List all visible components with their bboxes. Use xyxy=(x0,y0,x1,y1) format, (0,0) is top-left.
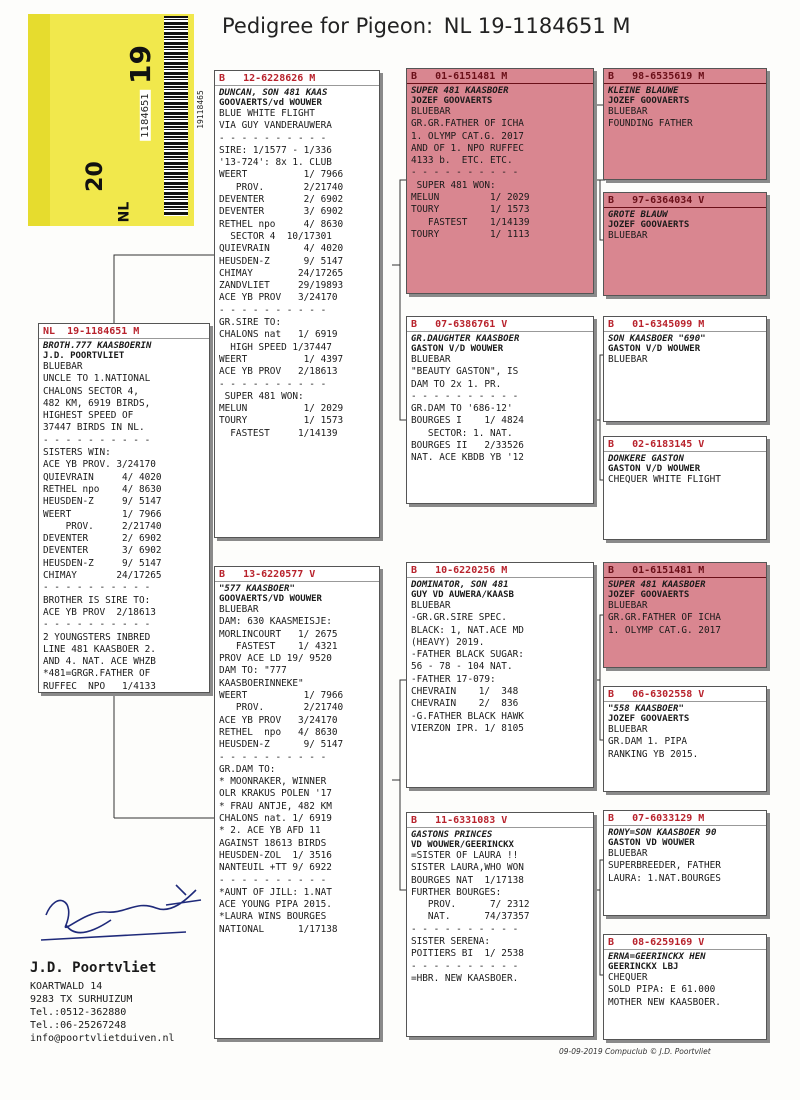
card-line: VIA GUY VANDERAUWERA xyxy=(219,120,332,132)
owner-email[interactable]: info@poortvlietduiven.nl xyxy=(30,1033,175,1044)
card-line: - - - - - - - - - - xyxy=(219,874,327,886)
card-line: VIERZON IPR. 1/ 8105 xyxy=(411,722,524,734)
card-ssd[interactable] xyxy=(603,192,767,296)
card-name: BROTH.777 KAASBOERIN xyxy=(43,341,152,351)
card-line: AND OF 1. NPO RUFFEC xyxy=(411,142,524,154)
card-name: ERNA=GEERINCKX HEN xyxy=(608,952,706,962)
card-line: PROV. 7/ 2312 xyxy=(411,899,530,911)
card-line: - - - - - - - - - - xyxy=(411,167,519,179)
card-line: CHEVRAIN 2/ 836 xyxy=(411,698,519,710)
card-main[interactable] xyxy=(38,323,210,693)
card-line: PROV. 2/21740 xyxy=(219,702,344,714)
card-line: RETHEL npo 4/ 8630 xyxy=(219,726,338,738)
card-line: 4133 b. ETC. ETC. xyxy=(411,155,513,167)
card-line: PROV ACE LD 19/ 9520 xyxy=(219,653,332,665)
owner-phone: Tel.:0512-362880 xyxy=(30,1007,127,1018)
card-line: ACE YB PROV 3/24170 xyxy=(219,714,338,726)
card-line: ACE YB PROV. 3/24170 xyxy=(43,459,156,471)
card-line: POITIERS BI 1/ 2538 xyxy=(411,948,524,960)
card-line: BLUEBAR xyxy=(608,600,648,611)
card-line: CHIMAY 24/17265 xyxy=(219,267,344,279)
card-dam-sire[interactable] xyxy=(406,562,594,788)
card-header: B 13-6220577 V xyxy=(215,567,379,582)
card-header: B 10-6220256 M xyxy=(407,563,593,578)
card-line: NANTEUIL +TT 9/ 6922 xyxy=(219,862,332,874)
card-dss[interactable] xyxy=(603,562,767,668)
card-breeder: JOZEF GOOVAERTS xyxy=(608,220,690,230)
card-breeder: GASTON VD WOUWER xyxy=(608,838,695,848)
card-line: GR.DAM TO: xyxy=(219,763,276,775)
card-line: NAT. ACE KBDB YB '12 xyxy=(411,452,524,464)
card-breeder: GASTON V/D WOUWER xyxy=(608,464,701,474)
card-line: - - - - - - - - - - xyxy=(219,304,327,316)
card-header: B 11-6331083 V xyxy=(407,813,593,828)
card-name: DONKERE GASTON xyxy=(608,454,684,464)
card-line: HIGH SPEED 1/37447 xyxy=(219,341,332,353)
card-line: MELUN 1/ 2029 xyxy=(219,403,344,415)
card-line: - - - - - - - - - - xyxy=(43,619,151,631)
card-line: BLUEBAR xyxy=(411,600,451,611)
card-name: SON KAASBOER "690" xyxy=(608,334,706,344)
card-line: * MOONRAKER, WINNER xyxy=(219,776,327,788)
card-line: MORLINCOURT 1/ 2675 xyxy=(219,628,338,640)
card-line: - - - - - - - - - - xyxy=(43,434,151,446)
card-line: 1. OLYMP CAT.G. 2017 xyxy=(608,624,721,636)
card-name: GASTONS PRINCES xyxy=(411,830,493,840)
card-name: SUPER 481 KAASBOER xyxy=(608,580,706,590)
card-header: B 07-6033129 M xyxy=(604,811,766,826)
card-line: NAT. 74/37357 xyxy=(411,911,530,923)
owner-address: KOARTWALD 14 xyxy=(30,981,103,992)
card-line: *481=GRGR.FATHER OF xyxy=(43,668,151,680)
card-line: SUPERBREEDER, FATHER xyxy=(608,860,721,872)
card-breeder: GOOVAERTS/VD WOUWER xyxy=(219,594,322,604)
card-line: BLUEBAR xyxy=(219,604,259,615)
card-line: LAURA: 1.NAT.BOURGES xyxy=(608,872,721,884)
card-line: SUPER 481 WON: xyxy=(411,179,496,191)
card-line: BLUEBAR xyxy=(411,106,451,117)
card-line: CHIMAY 24/17265 xyxy=(43,570,162,582)
card-lines xyxy=(215,108,379,440)
card-line: BROTHER IS SIRE TO: xyxy=(43,594,151,606)
card-lines xyxy=(604,474,766,486)
card-line: "BEAUTY GASTON", IS xyxy=(411,366,519,378)
card-line: TOURY 1/ 1573 xyxy=(411,204,530,216)
card-line: -FATHER BLACK SUGAR: xyxy=(411,649,524,661)
owner-block xyxy=(30,960,175,1045)
card-line: *AUNT OF JILL: 1.NAT xyxy=(219,886,332,898)
card-line: RANKING YB 2015. xyxy=(608,748,699,760)
card-header: B 97-6364034 V xyxy=(604,193,766,208)
card-line: WEERT 1/ 7966 xyxy=(219,169,344,181)
card-line: -FATHER 17-079: xyxy=(411,673,496,685)
barcode-number: 19118465 xyxy=(195,90,205,129)
card-sire-dam[interactable] xyxy=(406,316,594,504)
card-line: * FRAU ANTJE, 482 KM xyxy=(219,800,332,812)
card-lines xyxy=(407,600,593,735)
card-line: UNCLE TO 1.NATIONAL xyxy=(43,373,151,385)
card-line: CHEQUER WHITE FLIGHT xyxy=(608,474,721,485)
card-line: NATIONAL 1/17138 xyxy=(219,923,338,935)
footer-credit: 09-09-2019 Compuclub © J.D. Poortvliet xyxy=(559,1047,711,1056)
card-line: CHALONS nat. 1/ 6919 xyxy=(219,813,332,825)
title-id: NL 19-1184651 M xyxy=(443,14,631,38)
card-sdd[interactable] xyxy=(603,436,767,540)
card-name: DOMINATOR, SON 481 xyxy=(411,580,509,590)
card-line: GR.DAM TO '686-12' xyxy=(411,403,513,415)
card-sds[interactable] xyxy=(603,316,767,422)
card-line: DEVENTER 3/ 6902 xyxy=(219,206,344,218)
card-lines xyxy=(215,604,379,936)
card-line: DAM: 630 KAASMEISJE: xyxy=(219,616,332,628)
card-line: KAASBOERINNEKE" xyxy=(219,677,304,689)
card-line: RETHEL npo 4/ 8630 xyxy=(219,218,344,230)
card-lines xyxy=(39,361,209,693)
card-lines xyxy=(407,850,593,985)
card-header: B 01-6151481 M xyxy=(407,69,593,84)
card-line: FASTEST 1/14139 xyxy=(411,216,530,228)
card-breeder: GOOVAERTS/vd WOUWER xyxy=(219,98,322,108)
card-line: FASTEST 1/14139 xyxy=(219,427,338,439)
card-line: BLUEBAR xyxy=(608,724,648,735)
card-line: FASTEST 1/ 4321 xyxy=(219,640,338,652)
card-line: RETHEL npo 4/ 8630 xyxy=(43,483,162,495)
card-dam-dam[interactable] xyxy=(406,812,594,1037)
card-line: * 2. ACE YB AFD 11 xyxy=(219,825,321,837)
card-dsd[interactable] xyxy=(603,686,767,792)
card-line: BLUEBAR xyxy=(608,106,648,117)
card-lines xyxy=(604,848,766,885)
owner-mobile: Tel.:06-25267248 xyxy=(30,1020,127,1031)
card-lines xyxy=(604,106,766,131)
card-line: SECTOR: 1. NAT. xyxy=(411,427,513,439)
card-breeder: J.D. POORTVLIET xyxy=(43,351,125,361)
card-name: KLEINE BLAUWE xyxy=(608,86,679,96)
card-line: DAM TO 2x 1. PR. xyxy=(411,378,502,390)
card-line: -G.FATHER BLACK HAWK xyxy=(411,710,524,722)
card-breeder: JOZEF GOOVAERTS xyxy=(608,96,690,106)
card-breeder: GEERINCKX LBJ xyxy=(608,962,679,972)
card-line: FOUNDING FATHER xyxy=(608,118,693,130)
card-name: GROTE BLAUW xyxy=(608,210,668,220)
card-header: B 01-6345099 M xyxy=(604,317,766,332)
card-line: - - - - - - - - - - xyxy=(219,378,327,390)
card-line: CHALONS SECTOR 4, xyxy=(43,385,139,397)
card-name: SUPER 481 KAASBOER xyxy=(411,86,509,96)
card-header: B 07-6386761 V xyxy=(407,317,593,332)
ring-country: NL xyxy=(116,201,133,223)
card-lines xyxy=(604,354,766,366)
card-line: BLUE WHITE FLIGHT xyxy=(219,108,315,119)
card-line: SISTERS WIN: xyxy=(43,447,111,459)
signature-icon xyxy=(36,870,206,950)
card-dam[interactable] xyxy=(214,566,380,1039)
card-dds[interactable] xyxy=(603,810,767,916)
card-line: ZANDVLIET 29/19893 xyxy=(219,280,344,292)
card-line: AGAINST 18613 BIRDS xyxy=(219,837,327,849)
card-line: (HEAVY) 2019. xyxy=(411,636,485,648)
card-header: B 08-6259169 V xyxy=(604,935,766,950)
card-header: B 02-6183145 V xyxy=(604,437,766,452)
card-line: - - - - - - - - - - xyxy=(411,390,519,402)
card-line: =HBR. NEW KAASBOER. xyxy=(411,972,519,984)
card-line: BLUEBAR xyxy=(608,848,648,859)
card-line: GR.DAM 1. PIPA xyxy=(608,736,688,748)
owner-name: J.D. Poortvliet xyxy=(30,960,157,976)
card-ddd[interactable] xyxy=(603,934,767,1040)
card-line: CHALONS nat 1/ 6919 xyxy=(219,329,338,341)
card-line: HIGHEST SPEED OF xyxy=(43,410,134,422)
card-line: HEUSDEN-Z 9/ 5147 xyxy=(43,496,162,508)
card-name: RONY=SON KAASBOER 90 xyxy=(608,828,717,838)
card-breeder: JOZEF GOOVAERTS xyxy=(608,590,690,600)
card-line: 1. OLYMP CAT.G. 2017 xyxy=(411,130,524,142)
card-line: PROV. 2/21740 xyxy=(219,181,344,193)
card-line: AND 4. NAT. ACE WHZB xyxy=(43,656,156,668)
card-lines xyxy=(407,106,593,241)
card-sss[interactable] xyxy=(603,68,767,180)
card-header: B 98-6535619 M xyxy=(604,69,766,84)
ring-year-prefix: 20 xyxy=(82,161,108,192)
card-name: "558 KAASBOER" xyxy=(608,704,684,714)
card-line: BLACK: 1, NAT.ACE MD xyxy=(411,624,524,636)
card-header: B 01-6151481 M xyxy=(604,563,766,578)
card-line: SOLD PIPA: E 61.000 xyxy=(608,984,716,996)
card-line: DEVENTER 2/ 6902 xyxy=(219,194,344,206)
card-header: B 12-6228626 M xyxy=(215,71,379,86)
card-line: MOTHER NEW KAASBOER. xyxy=(608,996,721,1008)
card-line: OLR KRAKUS POLEN '17 xyxy=(219,788,332,800)
card-header: NL 19-1184651 M xyxy=(39,324,209,339)
card-line: WEERT 1/ 7966 xyxy=(219,690,344,702)
card-line: *LAURA WINS BOURGES xyxy=(219,911,327,923)
card-line: WEERT 1/ 4397 xyxy=(219,353,344,365)
card-line: GR.SIRE TO: xyxy=(219,317,282,329)
card-line: BOURGES NAT 1/17138 xyxy=(411,874,524,886)
card-line: ACE YOUNG PIPA 2015. xyxy=(219,899,332,911)
card-line: CHEQUER xyxy=(608,972,648,983)
card-sire[interactable] xyxy=(214,70,380,538)
title-label: Pedigree for Pigeon: xyxy=(222,14,434,38)
card-sire-sire[interactable] xyxy=(406,68,594,294)
card-lines xyxy=(604,230,766,242)
card-name: "577 KAASBOER" xyxy=(219,584,295,594)
card-lines xyxy=(604,972,766,1009)
card-line: TOURY 1/ 1113 xyxy=(411,228,530,240)
card-line: SUPER 481 WON: xyxy=(219,390,304,402)
card-line: MELUN 1/ 2029 xyxy=(411,192,530,204)
card-line: -GR.GR.SIRE SPEC. xyxy=(411,612,507,624)
card-line: QUIEVRAIN 4/ 4020 xyxy=(219,243,344,255)
card-line: GR.GR.FATHER OF ICHA xyxy=(411,118,524,130)
card-line: HEUSDEN-Z 9/ 5147 xyxy=(43,557,162,569)
card-line: PROV. 2/21740 xyxy=(43,520,162,532)
card-header: B 06-6302558 V xyxy=(604,687,766,702)
card-breeder: JOZEF GOOVAERTS xyxy=(411,96,493,106)
card-line: - - - - - - - - - - xyxy=(43,582,151,594)
card-line: 56 - 78 - 104 NAT. xyxy=(411,661,513,673)
card-line: SIRE: 1/1577 - 1/336 xyxy=(219,144,332,156)
card-line: HEUSDEN-Z 9/ 5147 xyxy=(219,739,344,751)
card-breeder: JOZEF GOOVAERTS xyxy=(608,714,690,724)
card-line: 2 YOUNGSTERS INBRED xyxy=(43,631,151,643)
card-lines xyxy=(407,354,593,465)
card-line: SECTOR 4 10/17301 xyxy=(219,230,332,242)
card-breeder: GASTON V/D WOUWER xyxy=(608,344,701,354)
card-name: GR.DAUGHTER KAASBOER xyxy=(411,334,520,344)
card-line: TOURY 1/ 1573 xyxy=(219,415,344,427)
card-line: BLUEBAR xyxy=(43,361,83,372)
card-line: DEVENTER 3/ 6902 xyxy=(43,545,162,557)
card-line: '13-724': 8x 1. CLUB xyxy=(219,157,332,169)
card-lines xyxy=(604,724,766,761)
card-line: - - - - - - - - - - xyxy=(411,923,519,935)
card-line: DAM TO: "777 xyxy=(219,665,287,677)
card-line: - - - - - - - - - - xyxy=(219,751,327,763)
ring-year: 19 xyxy=(123,45,157,84)
card-line: - - - - - - - - - - xyxy=(411,960,519,972)
card-breeder: VD WOUWER/GEERINCKX xyxy=(411,840,514,850)
card-name: DUNCAN, SON 481 KAAS xyxy=(219,88,328,98)
card-line: ACE YB PROV 3/24170 xyxy=(219,292,338,304)
card-line: BLUEBAR xyxy=(608,354,648,365)
card-line: BLUEBAR xyxy=(608,230,648,241)
card-line: DEVENTER 2/ 6902 xyxy=(43,533,162,545)
card-line: SISTER SERENA: xyxy=(411,936,491,948)
card-line: ACE YB PROV 2/18613 xyxy=(43,606,156,618)
card-line: BOURGES II 2/33526 xyxy=(411,440,524,452)
card-breeder: GASTON V/D WOUWER xyxy=(411,344,504,354)
card-line: WEERT 1/ 7966 xyxy=(43,508,162,520)
card-line: RUFFEC NPO 1/4133 xyxy=(43,680,156,692)
card-line: GR.GR.FATHER OF ICHA xyxy=(608,612,721,624)
card-line: LINE 481 KAASBOER 2. xyxy=(43,643,156,655)
card-line: ACE YB PROV 2/18613 xyxy=(219,366,338,378)
card-line: CHEVRAIN 1/ 348 xyxy=(411,686,519,698)
card-line: BLUEBAR xyxy=(411,354,451,365)
card-line: =SISTER OF LAURA !! xyxy=(411,850,519,861)
ring-number: 1184651 xyxy=(140,90,151,141)
card-breeder: GUY VD AUWERA/KAASB xyxy=(411,590,514,600)
card-line: BOURGES I 1/ 4824 xyxy=(411,415,524,427)
card-line: HEUSDEN-ZOL 1/ 3516 xyxy=(219,849,332,861)
card-line: - - - - - - - - - - xyxy=(219,132,327,144)
card-line: FURTHER BOURGES: xyxy=(411,886,502,898)
card-line: QUIEVRAIN 4/ 4020 xyxy=(43,471,162,483)
card-line: 482 KM, 6919 BIRDS, xyxy=(43,397,151,409)
card-line: SISTER LAURA,WHO WON xyxy=(411,862,524,874)
card-lines xyxy=(604,600,766,637)
owner-city: 9283 TX SURHUIZUM xyxy=(30,994,133,1005)
card-line: 37447 BIRDS IN NL. xyxy=(43,422,145,434)
card-line: HEUSDEN-Z 9/ 5147 xyxy=(219,255,344,267)
